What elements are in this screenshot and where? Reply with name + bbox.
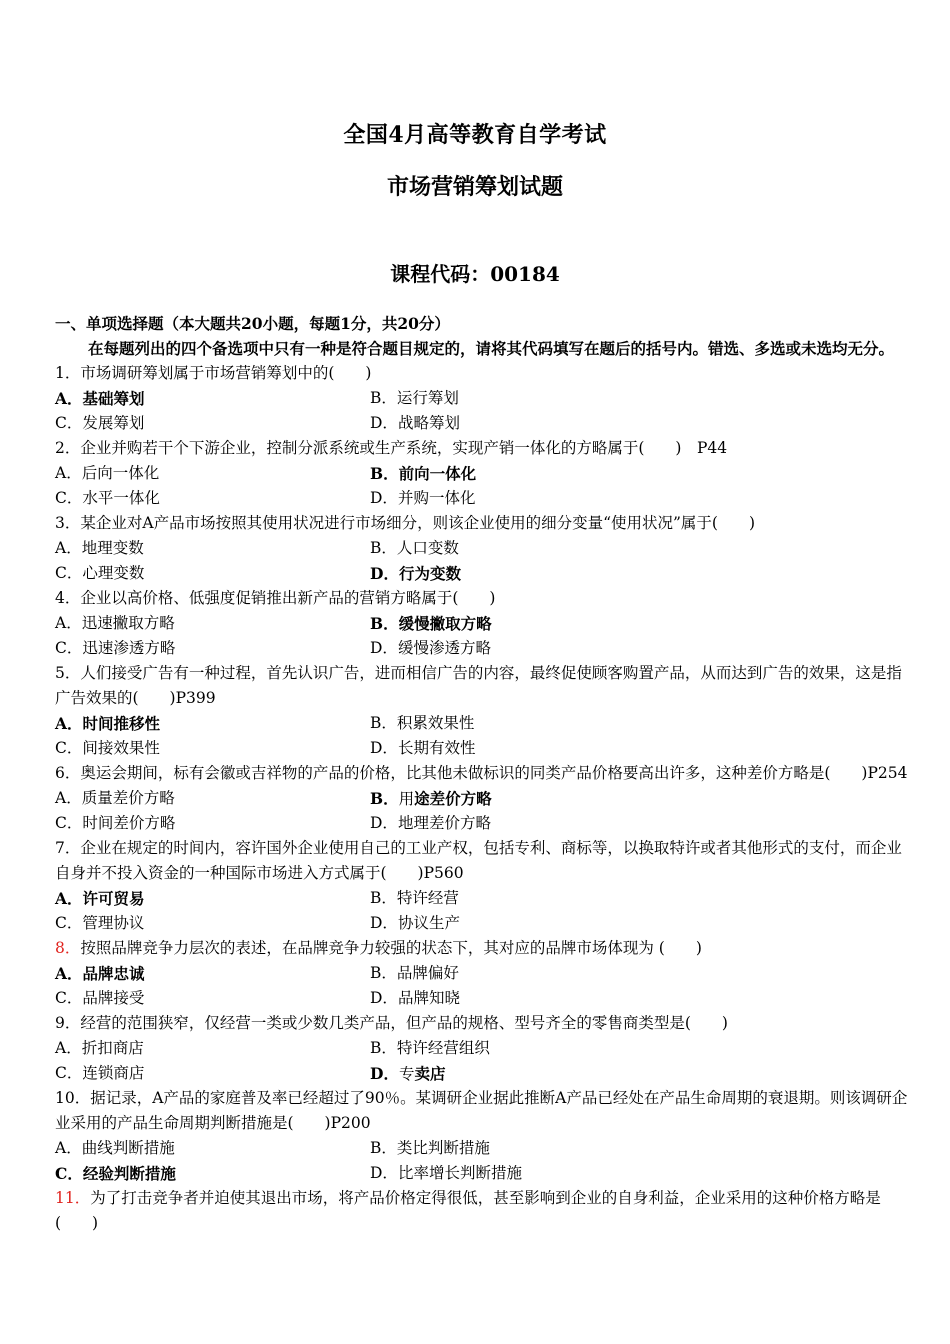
- option-b: B．人口变数: [370, 539, 459, 557]
- question-number: 1．: [55, 364, 81, 382]
- option-c: C．时间差价方略: [55, 814, 176, 832]
- option-a: A．品牌忠诚: [55, 964, 145, 983]
- question-text: 据记录，A产品的家庭普及率已经超过了90％。某调研企业据此推断A产品已经处在产品生命周期的衰退期。则该调研企业采用的产品生命周期判断措施是( )P200: [55, 1089, 908, 1132]
- question-number: 8．: [55, 939, 81, 957]
- question-text: 奥运会期间，标有会徽或吉祥物的产品的价格，比其他未做标识的同类产品价格要高出许多，这种差价方略是( )P254: [80, 764, 908, 782]
- question-text: 市场调研筹划属于市场营销筹划中的( ): [80, 364, 372, 382]
- question-text: 经营的范围狭窄，仅经营一类或少数几类产品，但产品的规格、型号齐全的零售商类型是( ): [80, 1014, 728, 1032]
- question-text: 企业在规定的时间内，容许国外企业使用自己的工业产权，包括专利、商标等，以换取特许或者其他形式的支付，而企业自身并不投入资金的一种国际市场进入方式属于( )P560: [55, 839, 902, 882]
- option-c: C．迅速渗透方略: [55, 639, 176, 657]
- question-number: 6．: [55, 764, 81, 782]
- question-7: [55, 836, 910, 886]
- question-text: 人们接受广告有一种过程，首先认识广告，进而相信广告的内容，最终促使顾客购置产品，从而达到广告的效果，这是指广告效果的( )P399: [55, 664, 902, 707]
- option-a: A．基础筹划: [55, 389, 145, 408]
- options-row: [55, 711, 910, 736]
- options-row: [55, 736, 910, 761]
- option-b: B．缓慢撇取方略: [370, 614, 492, 633]
- exam-subject: 市场营销筹划试题: [386, 174, 563, 200]
- option-d: D．协议生产: [370, 914, 460, 932]
- option-a: A．时间推移性: [55, 714, 161, 733]
- option-b: B．特许经营组织: [370, 1039, 490, 1057]
- option-d: D．地理差价方略: [370, 814, 491, 832]
- option-b: B．品牌偏好: [370, 964, 459, 982]
- question-number: 11．: [55, 1189, 91, 1207]
- question-number: 4．: [55, 589, 81, 607]
- options-row: [55, 386, 910, 411]
- option-c: C．发展筹划: [55, 414, 145, 432]
- question-10: [55, 1086, 910, 1136]
- option-d: D．比率增长判断措施: [370, 1164, 522, 1182]
- options-row: [55, 636, 910, 661]
- option-c: C．间接效果性: [55, 739, 160, 757]
- question-number: 3．: [55, 514, 81, 532]
- option-d: D．专卖店: [370, 1064, 446, 1083]
- options-row: [55, 411, 910, 436]
- option-a: A．地理变数: [55, 539, 144, 557]
- option-b: B．特许经营: [370, 889, 459, 907]
- question-text: 企业并购若干个下游企业，控制分派系统或生产系统，实现产销一体化的方略属于( ) P44: [80, 439, 728, 457]
- option-c: C．连锁商店: [55, 1064, 145, 1082]
- section-instruction: 在每题列出的四个备选项中只有一种是符合题目规定的，请将其代码填写在题后的括号内。错选、多选或未选均无分。: [88, 339, 895, 358]
- option-d: D．行为变数: [370, 564, 461, 583]
- option-a: A．质量差价方略: [55, 789, 175, 807]
- question-text: 某企业对A产品市场按照其使用状况进行市场细分，则该企业使用的细分变量“使用状况”属于( ): [80, 514, 756, 532]
- question-number: 7．: [55, 839, 81, 857]
- options-row: [55, 561, 910, 586]
- options-row: [55, 1161, 910, 1186]
- options-row: [55, 886, 910, 911]
- option-b: B．类比判断措施: [370, 1139, 490, 1157]
- option-d: D．战略筹划: [370, 414, 460, 432]
- question-5: [55, 661, 910, 711]
- question-number: 10．: [55, 1089, 91, 1107]
- question-4: [55, 586, 910, 611]
- question-text: 企业以高价格、低强度促销推出新产品的营销方略属于( ): [80, 589, 496, 607]
- option-a: A．后向一体化: [55, 464, 160, 482]
- question-3: [55, 511, 910, 536]
- options-row: [55, 911, 910, 936]
- exam-content: [55, 311, 910, 1236]
- option-b: B．用途差价方略: [370, 789, 492, 808]
- course-code: 课程代码：00184: [390, 262, 560, 286]
- question-text: 为了打击竞争者并迫使其退出市场，将产品价格定得很低，甚至影响到企业的自身利益，企业采用的这种价格方略是( ): [55, 1189, 881, 1232]
- options-row: [55, 811, 910, 836]
- question-number: 5．: [55, 664, 81, 682]
- option-c: C．心理变数: [55, 564, 145, 582]
- question-text: 按照品牌竞争力层次的表述，在品牌竞争力较强的状态下，其对应的品牌市场体现为 ( ): [80, 939, 702, 957]
- option-d: D．品牌知晓: [370, 989, 460, 1007]
- exam-title: 全国4月高等教育自学考试: [343, 122, 607, 148]
- option-a: A．许可贸易: [55, 889, 145, 908]
- question-2: [55, 436, 910, 461]
- options-row: [55, 1136, 910, 1161]
- options-row: [55, 611, 910, 636]
- option-d: D．长期有效性: [370, 739, 476, 757]
- option-d: D．并购一体化: [370, 489, 476, 507]
- option-c: C．品牌接受: [55, 989, 145, 1007]
- option-c: C．管理协议: [55, 914, 145, 932]
- question-9: [55, 1011, 910, 1036]
- option-c: C．经验判断措施: [55, 1164, 176, 1183]
- options-row: [55, 961, 910, 986]
- options-row: [55, 986, 910, 1011]
- options-row: [55, 786, 910, 811]
- option-b: B．前向一体化: [370, 464, 477, 483]
- question-8: [55, 936, 910, 961]
- option-a: A．折扣商店: [55, 1039, 144, 1057]
- options-row: [55, 1061, 910, 1086]
- options-row: [55, 1036, 910, 1061]
- section-heading: 一、单项选择题（本大题共20小题，每题1分，共20分）: [55, 314, 450, 333]
- options-row: [55, 461, 910, 486]
- options-row: [55, 486, 910, 511]
- option-b: B．运行筹划: [370, 389, 459, 407]
- option-a: A．迅速撇取方略: [55, 614, 175, 632]
- option-b: B．积累效果性: [370, 714, 475, 732]
- question-6: [55, 761, 910, 786]
- question-11: [55, 1186, 910, 1236]
- question-number: 9．: [55, 1014, 81, 1032]
- question-1: [55, 361, 910, 386]
- option-c: C．水平一体化: [55, 489, 160, 507]
- options-row: [55, 536, 910, 561]
- option-a: A．曲线判断措施: [55, 1139, 175, 1157]
- question-number: 2．: [55, 439, 81, 457]
- option-d: D．缓慢渗透方略: [370, 639, 491, 657]
